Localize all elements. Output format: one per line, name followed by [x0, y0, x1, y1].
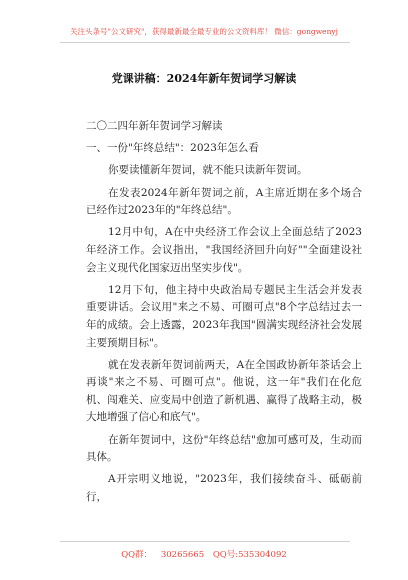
section-heading: 一、一份"年终总结"：2023年怎么看: [86, 142, 259, 155]
page-title: 党课讲稿：2024年新年贺词学习解读: [111, 72, 297, 85]
body-paragraph: 在发表2024年新年贺词之前，A主席近期在多个场合已经作过2023年的"年终总结"。: [86, 186, 362, 217]
footer-qq-group: QQ群： 30265665: [121, 550, 205, 560]
body-paragraph: 就在发表新年贺词前两天，A在全国政协新年茶话会上再谈"来之不易、可圈可点"。他说，这一年"我们在化危机、闯难关、应变局中创造了新机遇、赢得了战略主动，极大地增强了信心和底气"。: [86, 358, 362, 424]
document-body: [86, 118, 362, 511]
footer-divider: [60, 541, 350, 542]
body-paragraph: 12月下旬，他主持中央政治局专题民主生活会并发表重要讲话。会议用"来之不易、可圈可点"8个字总结过去一年的成绩。会上透露，2023年我国"圆满实现经济社会发展主要预期目标"。: [86, 283, 362, 349]
footer-qq-number: QQ号:535304092: [212, 550, 287, 560]
subtitle-paragraph: 二〇二四年新年贺词学习解读: [86, 120, 223, 132]
header-divider: [60, 42, 350, 43]
header-promo: 关注头条号"公文研究"，获得最新最全最专业的公文资料库！ 微信：gongwenyj: [70, 27, 338, 36]
body-paragraph: 在新年贺词中，这份"年终总结"愈加可感可及，生动而具体。: [86, 433, 362, 464]
body-paragraph: 你要读懂新年贺词，就不能只读新年贺词。: [108, 164, 308, 177]
body-paragraph: 12月中旬，A在中央经济工作会议上全面总结了2023年经济工作。会议指出，"我国经济回升向好""全面建设社会主义现代化国家迈出坚实步伐"。: [86, 226, 362, 274]
footer-contact: [0, 548, 408, 560]
body-paragraph: A开宗明义地说，"2023年，我们接续奋斗、砥砺前行，: [86, 473, 362, 504]
